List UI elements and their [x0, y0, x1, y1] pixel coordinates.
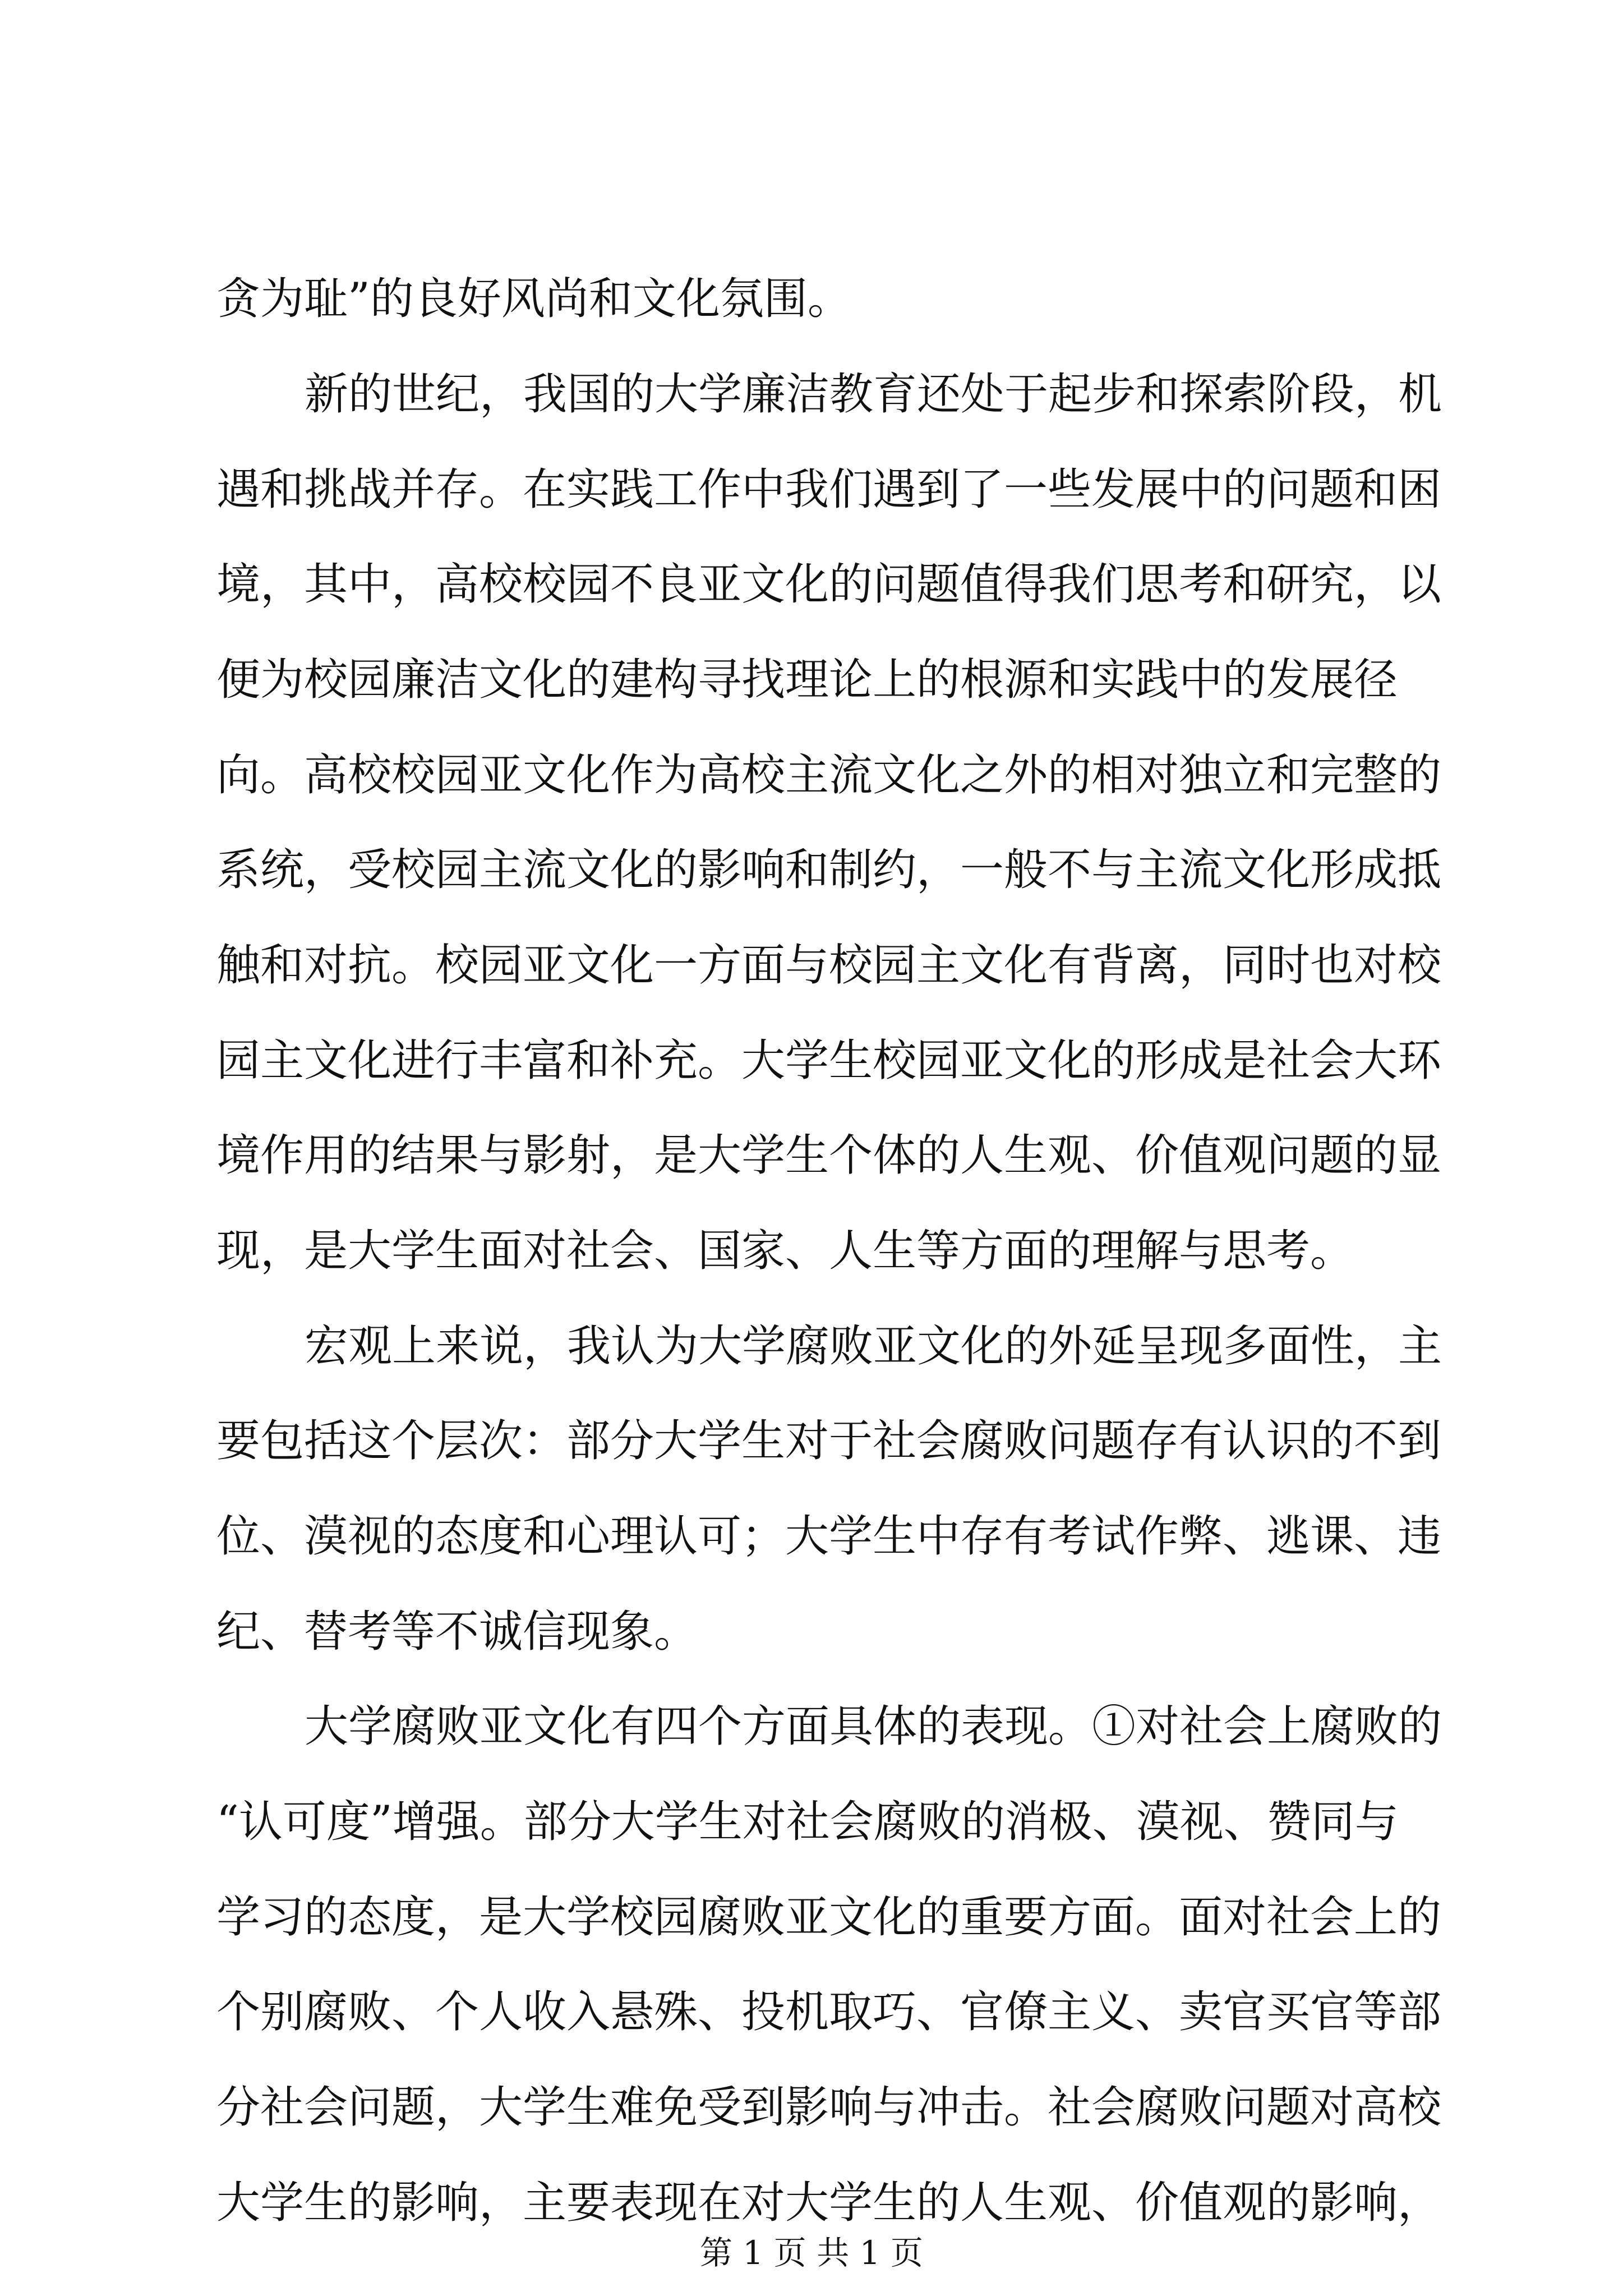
text-line: 触和对抗。校园亚文化一方面与校园主文化有背离，同时也对校: [216, 940, 1442, 991]
page-footer: 第 1 页 共 1 页: [700, 2234, 923, 2272]
text-line: 分社会问题，大学生难免受到影响与冲击。社会腐败问题对高校: [216, 2082, 1442, 2133]
paragraph-first-line: 新的世纪，我国的大学廉洁教育还处于起步和探索阶段，机: [305, 369, 1442, 420]
text-line: 园主文化进行丰富和补充。大学生校园亚文化的形成是社会大环: [216, 1036, 1442, 1086]
text-line: 大学生的影响，主要表现在对大学生的人生观、价值观的影响，: [216, 2178, 1442, 2228]
text-line: 个别腐败、个人收入悬殊、投机取巧、官僚主义、卖官买官等部: [216, 1987, 1442, 2037]
text-line: 现，是大学生面对社会、国家、人生等方面的理解与思考。: [216, 1226, 1354, 1276]
paragraph-first-line: 宏观上来说，我认为大学腐败亚文化的外延呈现多面性，主: [305, 1321, 1442, 1372]
text-line: 境，其中，高校校园不良亚文化的问题值得我们思考和研究，以: [216, 559, 1442, 610]
paragraph-first-line: 大学腐败亚文化有四个方面具体的表现。①对社会上腐败的: [305, 1701, 1442, 1752]
text-line: 便为校园廉洁文化的建构寻找理论上的根源和实践中的发展径: [216, 655, 1398, 705]
text-line: 系统，受校园主流文化的影响和制约，一般不与主流文化形成抵: [216, 845, 1442, 895]
text-line: 境作用的结果与影射，是大学生个体的人生观、价值观问题的显: [216, 1130, 1442, 1181]
text-line: 位、漠视的态度和心理认可；大学生中存有考试作弊、逃课、违: [216, 1511, 1442, 1562]
text-line: 纪、替考等不诚信现象。: [216, 1607, 698, 1657]
text-line: 向。高校校园亚文化作为高校主流文化之外的相对独立和完整的: [216, 750, 1442, 800]
text-line: 学习的态度，是大学校园腐败亚文化的重要方面。面对社会上的: [216, 1892, 1442, 1943]
text-line: “认可度”增强。部分大学生对社会腐败的消极、漠视、赞同与: [216, 1797, 1399, 1847]
text-line: 要包括这个层次：部分大学生对于社会腐败问题存有认识的不到: [216, 1416, 1442, 1466]
text-line: 遇和挑战并存。在实践工作中我们遇到了一些发展中的问题和困: [216, 464, 1442, 515]
text-line: 贪为耻”的良好风尚和文化氛围。: [216, 274, 851, 324]
